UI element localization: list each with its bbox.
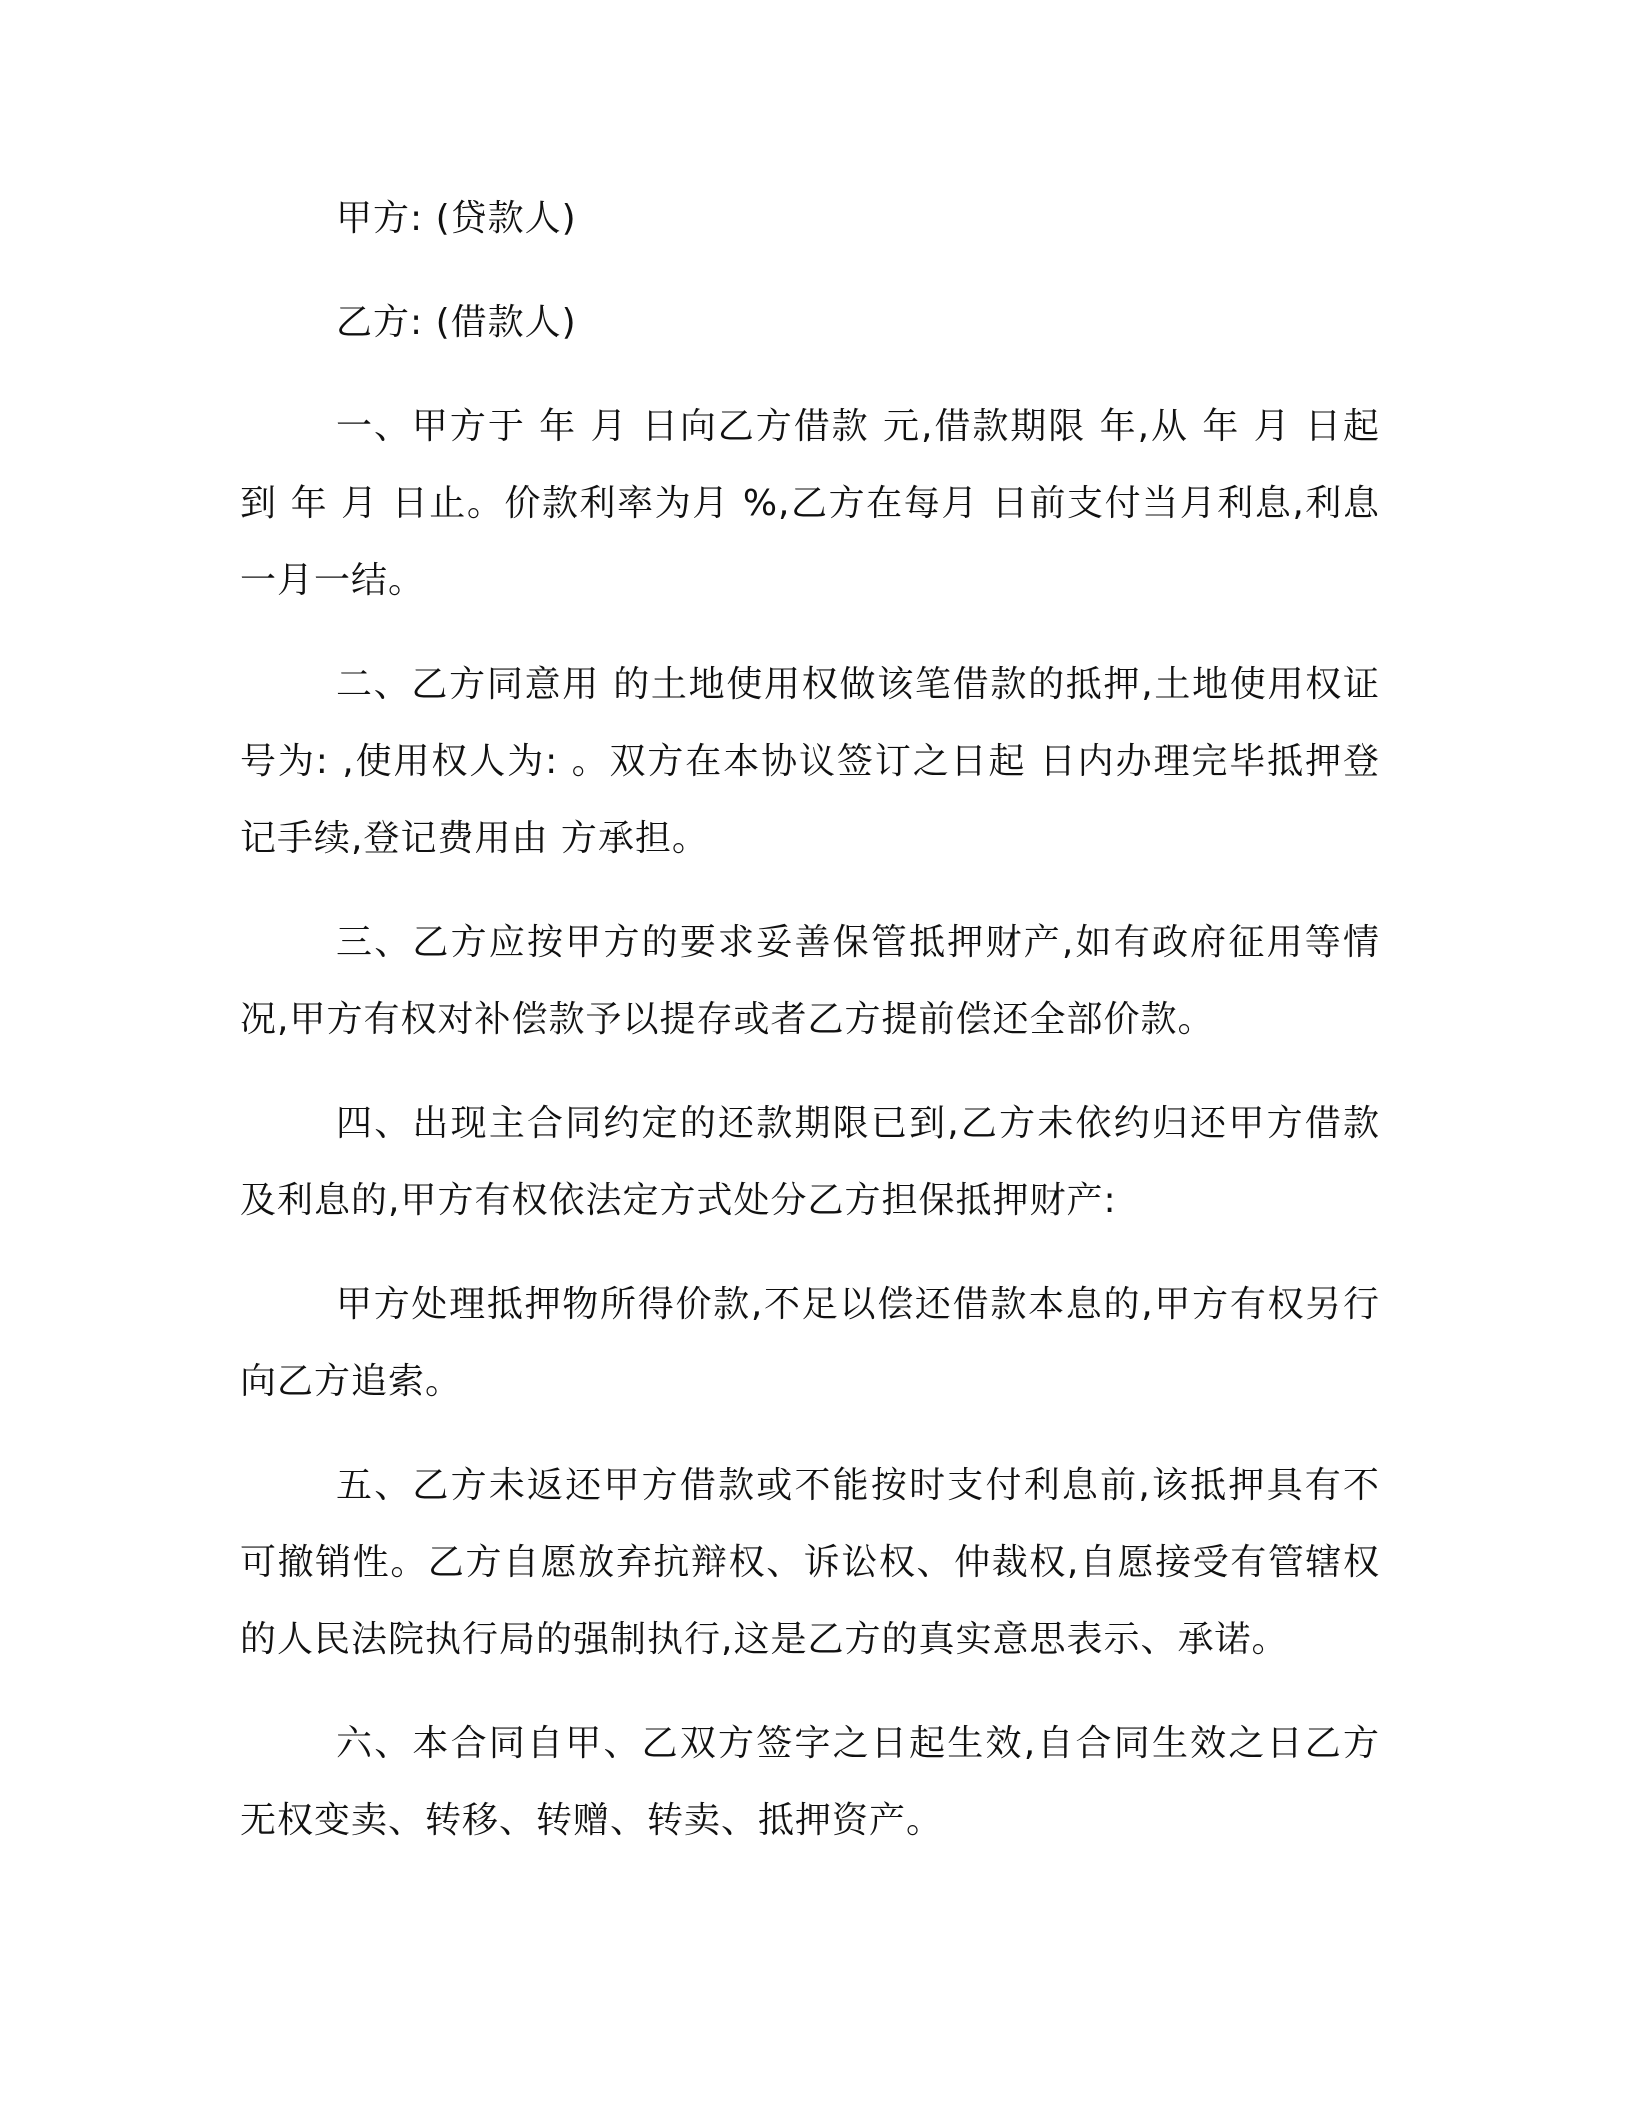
party-a-line: 甲方: (贷款人) bbox=[336, 198, 577, 239]
clause-5: 五、乙方未返还甲方借款或不能按时支付利息前,该抵押具有不可撤销性。乙方自愿放弃抗辩权、诉讼权、仲裁权,自愿接受有管辖权的人民法院执行局的强制执行,这是乙方的真实意思表示、承诺。 bbox=[240, 1465, 1380, 1660]
document-body bbox=[240, 180, 1380, 1886]
clause-1: 一、甲方于 年 月 日向乙方借款 元,借款期限 年,从 年 月 日起到 年 月 日止。价款利率为月 %,乙方在每月 日前支付当月利息,利息一月一结。 bbox=[240, 406, 1380, 601]
clause-2: 二、乙方同意用 的土地使用权做该笔借款的抵押,土地使用权证号为: ,使用权人为: 。双方在本协议签订之日起 日内办理完毕抵押登记手续,登记费用由 方承担。 bbox=[240, 664, 1380, 859]
clause-4-subparagraph: 甲方处理抵押物所得价款,不足以偿还借款本息的,甲方有权另行向乙方追索。 bbox=[240, 1284, 1380, 1402]
clause-3: 三、乙方应按甲方的要求妥善保管抵押财产,如有政府征用等情况,甲方有权对补偿款予以提存或者乙方提前偿还全部价款。 bbox=[240, 922, 1380, 1040]
clause-6: 六、本合同自甲、乙双方签字之日起生效,自合同生效之日乙方无权变卖、转移、转赠、转卖、抵押资产。 bbox=[240, 1723, 1380, 1841]
party-b-line: 乙方: (借款人) bbox=[336, 302, 577, 343]
clause-4: 四、出现主合同约定的还款期限已到,乙方未依约归还甲方借款及利息的,甲方有权依法定方式处分乙方担保抵押财产: bbox=[240, 1103, 1380, 1221]
